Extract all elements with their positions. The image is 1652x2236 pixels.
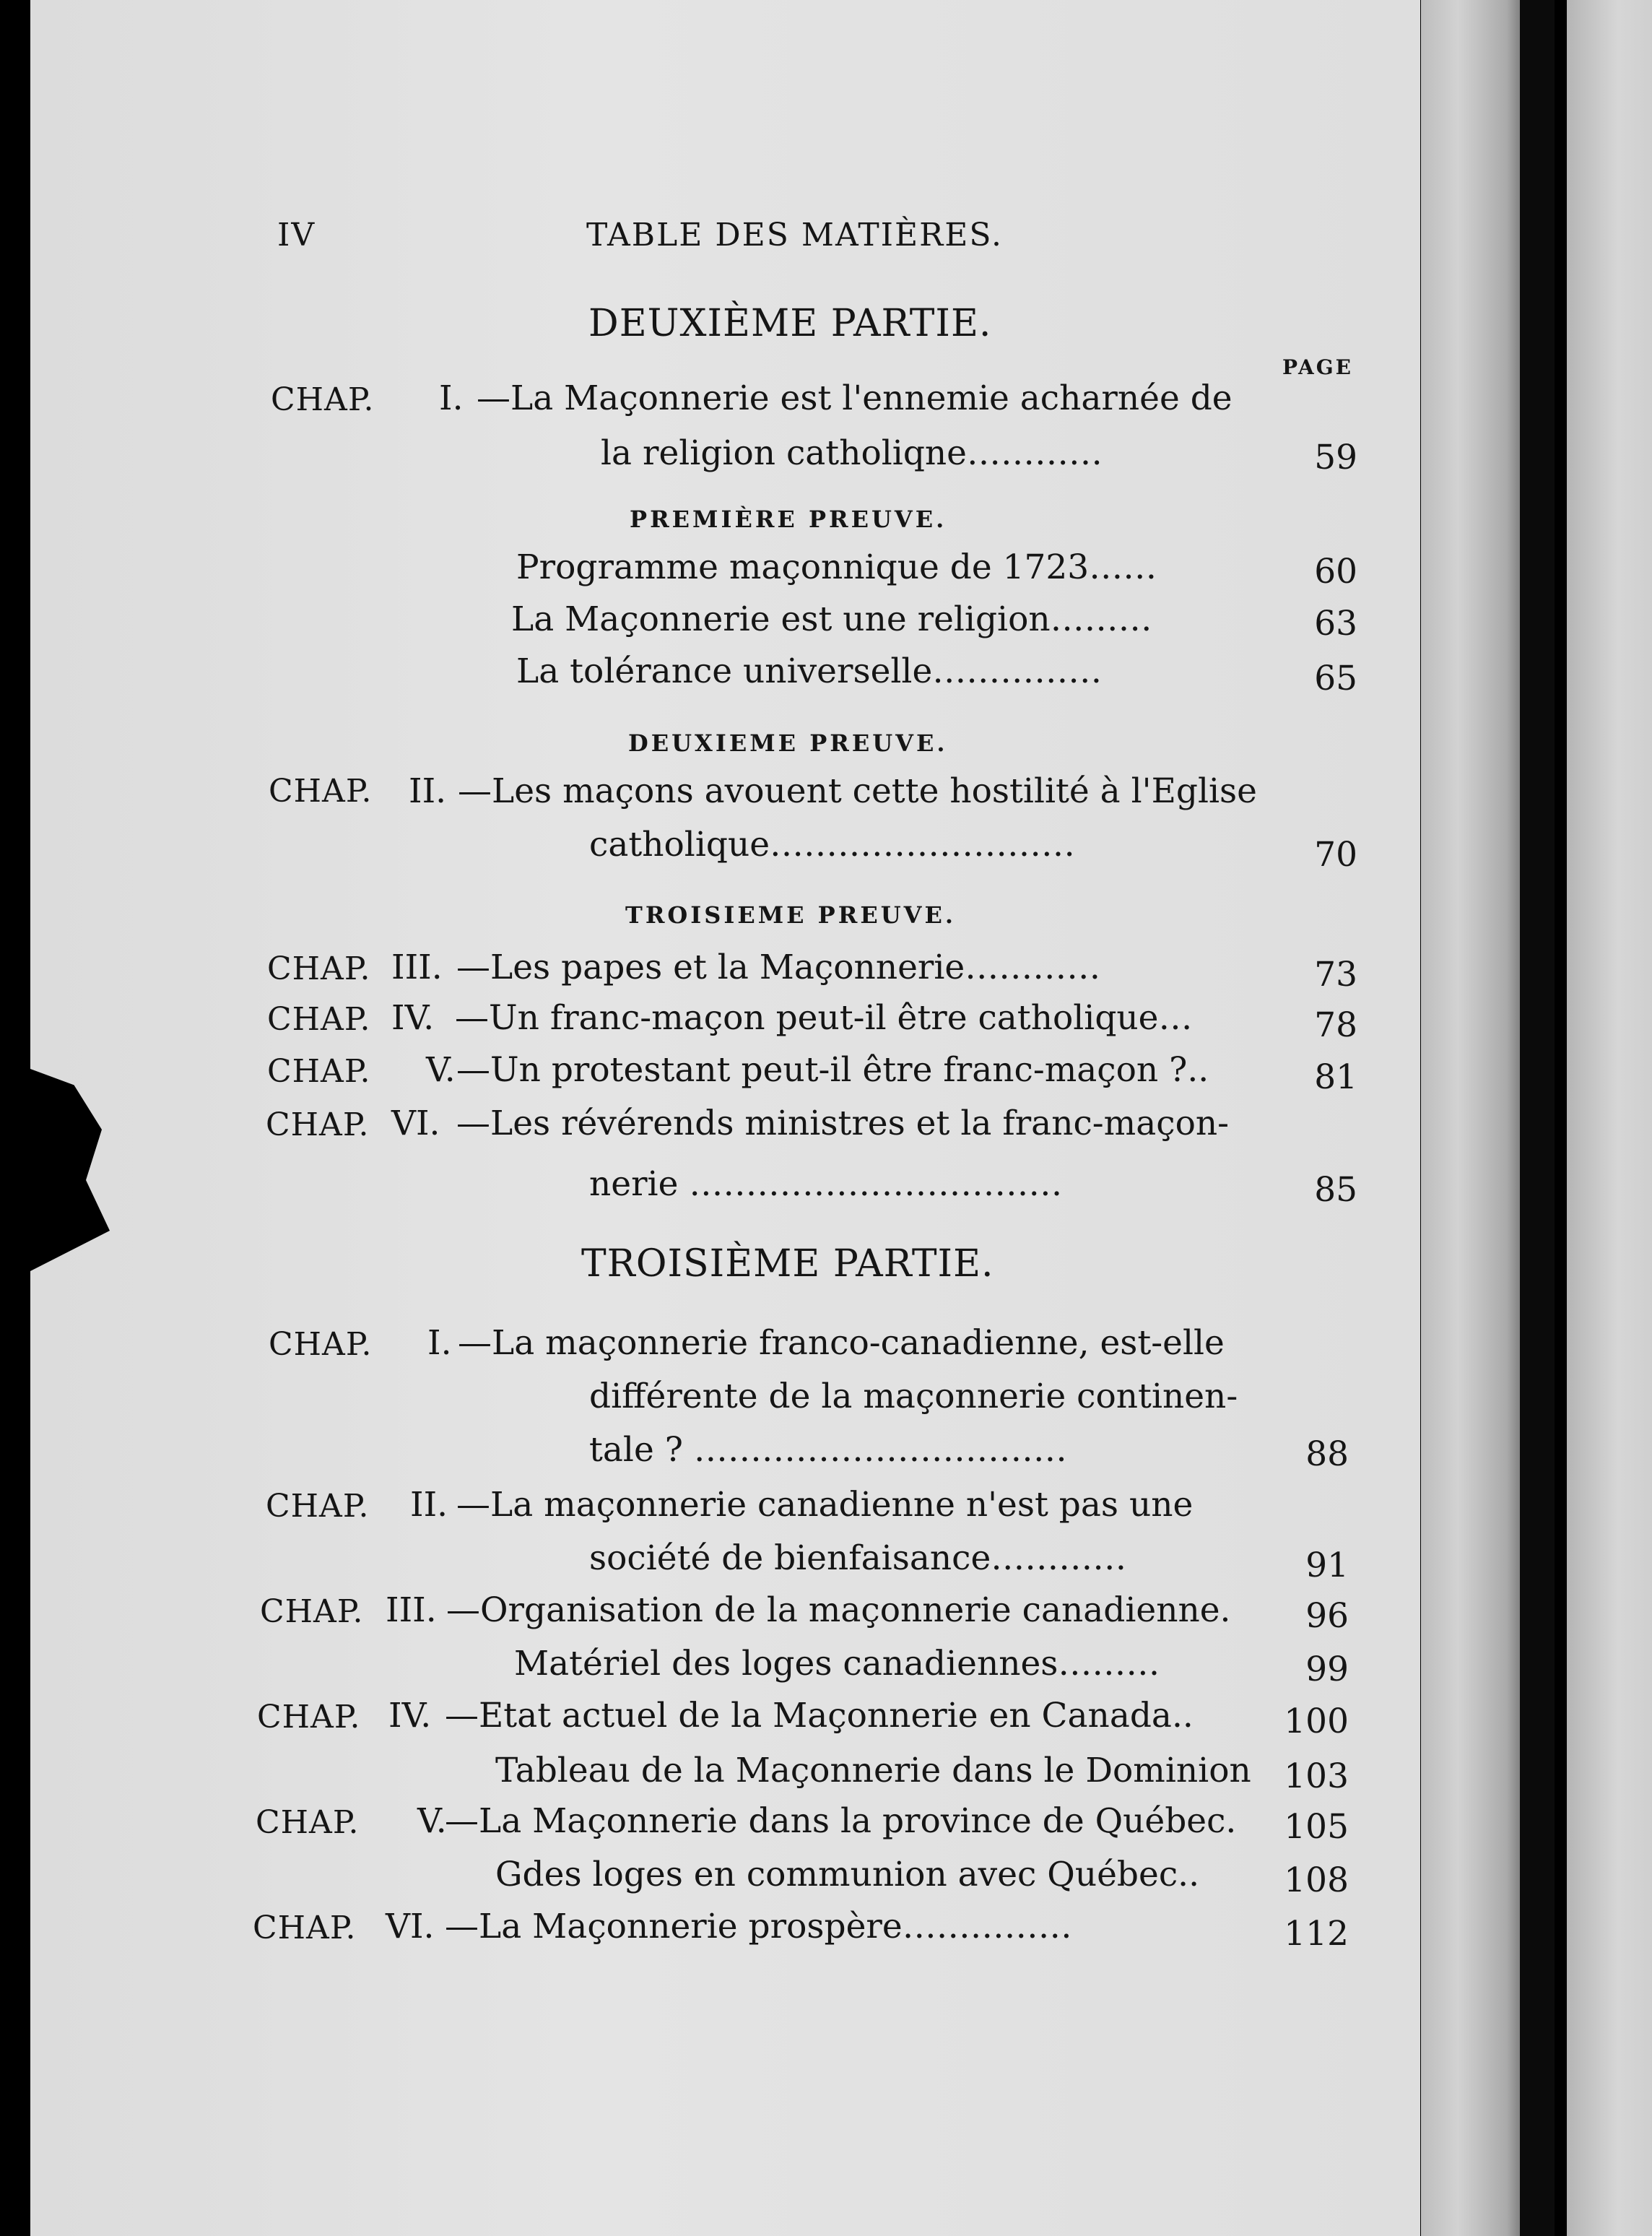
page-number: 103: [1284, 1756, 1349, 1796]
page-number: 78: [1314, 1005, 1357, 1045]
chapter-number: IV.: [391, 998, 435, 1038]
chapter-number: VI.: [391, 1104, 440, 1143]
chapter-number: I.: [439, 378, 464, 418]
chapter-label: CHAP.: [267, 1001, 371, 1038]
chapter-label: CHAP.: [266, 1106, 370, 1143]
entry-line: —Les maçons avouent cette hostilité à l'Eglise: [458, 771, 1257, 811]
entry-line: —Un franc-maçon peut-il être catholique…: [455, 998, 1193, 1038]
part-title: TROISIÈME PARTIE.: [581, 1242, 994, 1286]
proof-heading: DEUXIEME PREUVE.: [628, 729, 948, 757]
chapter-number: V.: [426, 1050, 456, 1090]
chapter-label: CHAP.: [266, 1488, 370, 1525]
chapter-label: CHAP.: [256, 1804, 360, 1841]
entry-line: —La maçonnerie canadienne n'est pas une: [456, 1485, 1194, 1525]
page-number: 73: [1314, 955, 1357, 994]
chapter-label: CHAP.: [267, 950, 371, 987]
chapter-label: CHAP.: [253, 1910, 357, 1946]
entry-line: différente de la maçonnerie continen-: [589, 1377, 1238, 1416]
entry-line: tale ? ……………………………: [589, 1430, 1067, 1470]
chapter-label: CHAP.: [267, 1053, 371, 1090]
page-number: 108: [1284, 1860, 1349, 1900]
page-number: 60: [1314, 552, 1357, 592]
page-number: 105: [1284, 1807, 1349, 1847]
chapter-number: I.: [427, 1323, 452, 1363]
chapter-label: CHAP.: [260, 1593, 364, 1630]
entry-line: catholique………………………: [589, 825, 1076, 864]
entry-line: —Un protestant peut-il être franc-maçon ?..: [456, 1050, 1209, 1090]
page-number: 96: [1305, 1596, 1349, 1636]
entry-line: —La Maçonnerie prospère……………: [445, 1907, 1072, 1946]
running-title: TABLE DES MATIÈRES.: [586, 217, 1003, 254]
entry-line: —La maçonnerie franco-canadienne, est-elle: [458, 1323, 1225, 1363]
entry-line: société de bienfaisance…………: [589, 1538, 1127, 1578]
page-number: 91: [1305, 1546, 1349, 1585]
proof-heading: PREMIÈRE PREUVE.: [630, 506, 947, 533]
chapter-number: VI.: [386, 1907, 435, 1946]
entry-line: Tableau de la Maçonnerie dans le Dominion: [495, 1751, 1251, 1790]
folio-number: IV: [277, 217, 316, 254]
chapter-label: CHAP.: [269, 773, 373, 810]
entry-line: la religion catholiqne…………: [601, 433, 1103, 473]
chapter-number: II.: [409, 771, 447, 811]
chapter-label: CHAP.: [257, 1699, 361, 1736]
entry-line: —La Maçonnerie dans la province de Québec.: [445, 1801, 1237, 1841]
part-title: DEUXIÈME PARTIE.: [588, 302, 992, 345]
entry-line: Gdes loges en communion avec Québec..: [495, 1855, 1200, 1894]
book-binding: [1520, 0, 1555, 2236]
chapter-number: III.: [391, 948, 443, 987]
entry-line: Matériel des loges canadiennes………: [514, 1644, 1160, 1684]
chapter-number: II.: [410, 1485, 448, 1525]
page-number: 65: [1314, 659, 1357, 698]
page-number: 81: [1314, 1057, 1357, 1097]
entry-line: —Etat actuel de la Maçonnerie en Canada..: [445, 1696, 1194, 1736]
chapter-label: CHAP.: [271, 381, 375, 418]
page-column-label: PAGE: [1282, 355, 1353, 379]
entry-line: —La Maçonnerie est l'ennemie acharnée de: [477, 378, 1233, 418]
entry-line: nerie ……………………………: [589, 1164, 1063, 1204]
page-number: 100: [1284, 1702, 1349, 1741]
adjacent-page-strip: [1567, 0, 1652, 2236]
page-number: 59: [1314, 438, 1357, 477]
page-number: 112: [1284, 1914, 1349, 1954]
entry-line: —Organisation de la maçonnerie canadienne.: [446, 1590, 1231, 1630]
entry-line: —Les révérends ministres et la franc-maçon-: [456, 1104, 1230, 1143]
page-number: 99: [1305, 1650, 1349, 1689]
page-number: 70: [1314, 835, 1357, 875]
chapter-label: CHAP.: [269, 1326, 373, 1363]
chapter-number: V.: [417, 1801, 447, 1841]
page-number: 63: [1314, 604, 1357, 644]
chapter-number: IV.: [388, 1696, 432, 1736]
chapter-number: III.: [386, 1590, 437, 1630]
entry-line: Programme maçonnique de 1723……: [516, 547, 1157, 587]
entry-line: La tolérance universelle……………: [516, 651, 1103, 691]
proof-heading: TROISIEME PREUVE.: [625, 901, 956, 929]
page-number: 85: [1314, 1170, 1357, 1210]
entry-line: —Les papes et la Maçonnerie…………: [456, 948, 1101, 987]
page-number: 88: [1305, 1434, 1349, 1474]
entry-line: La Maçonnerie est une religion………: [511, 599, 1152, 639]
